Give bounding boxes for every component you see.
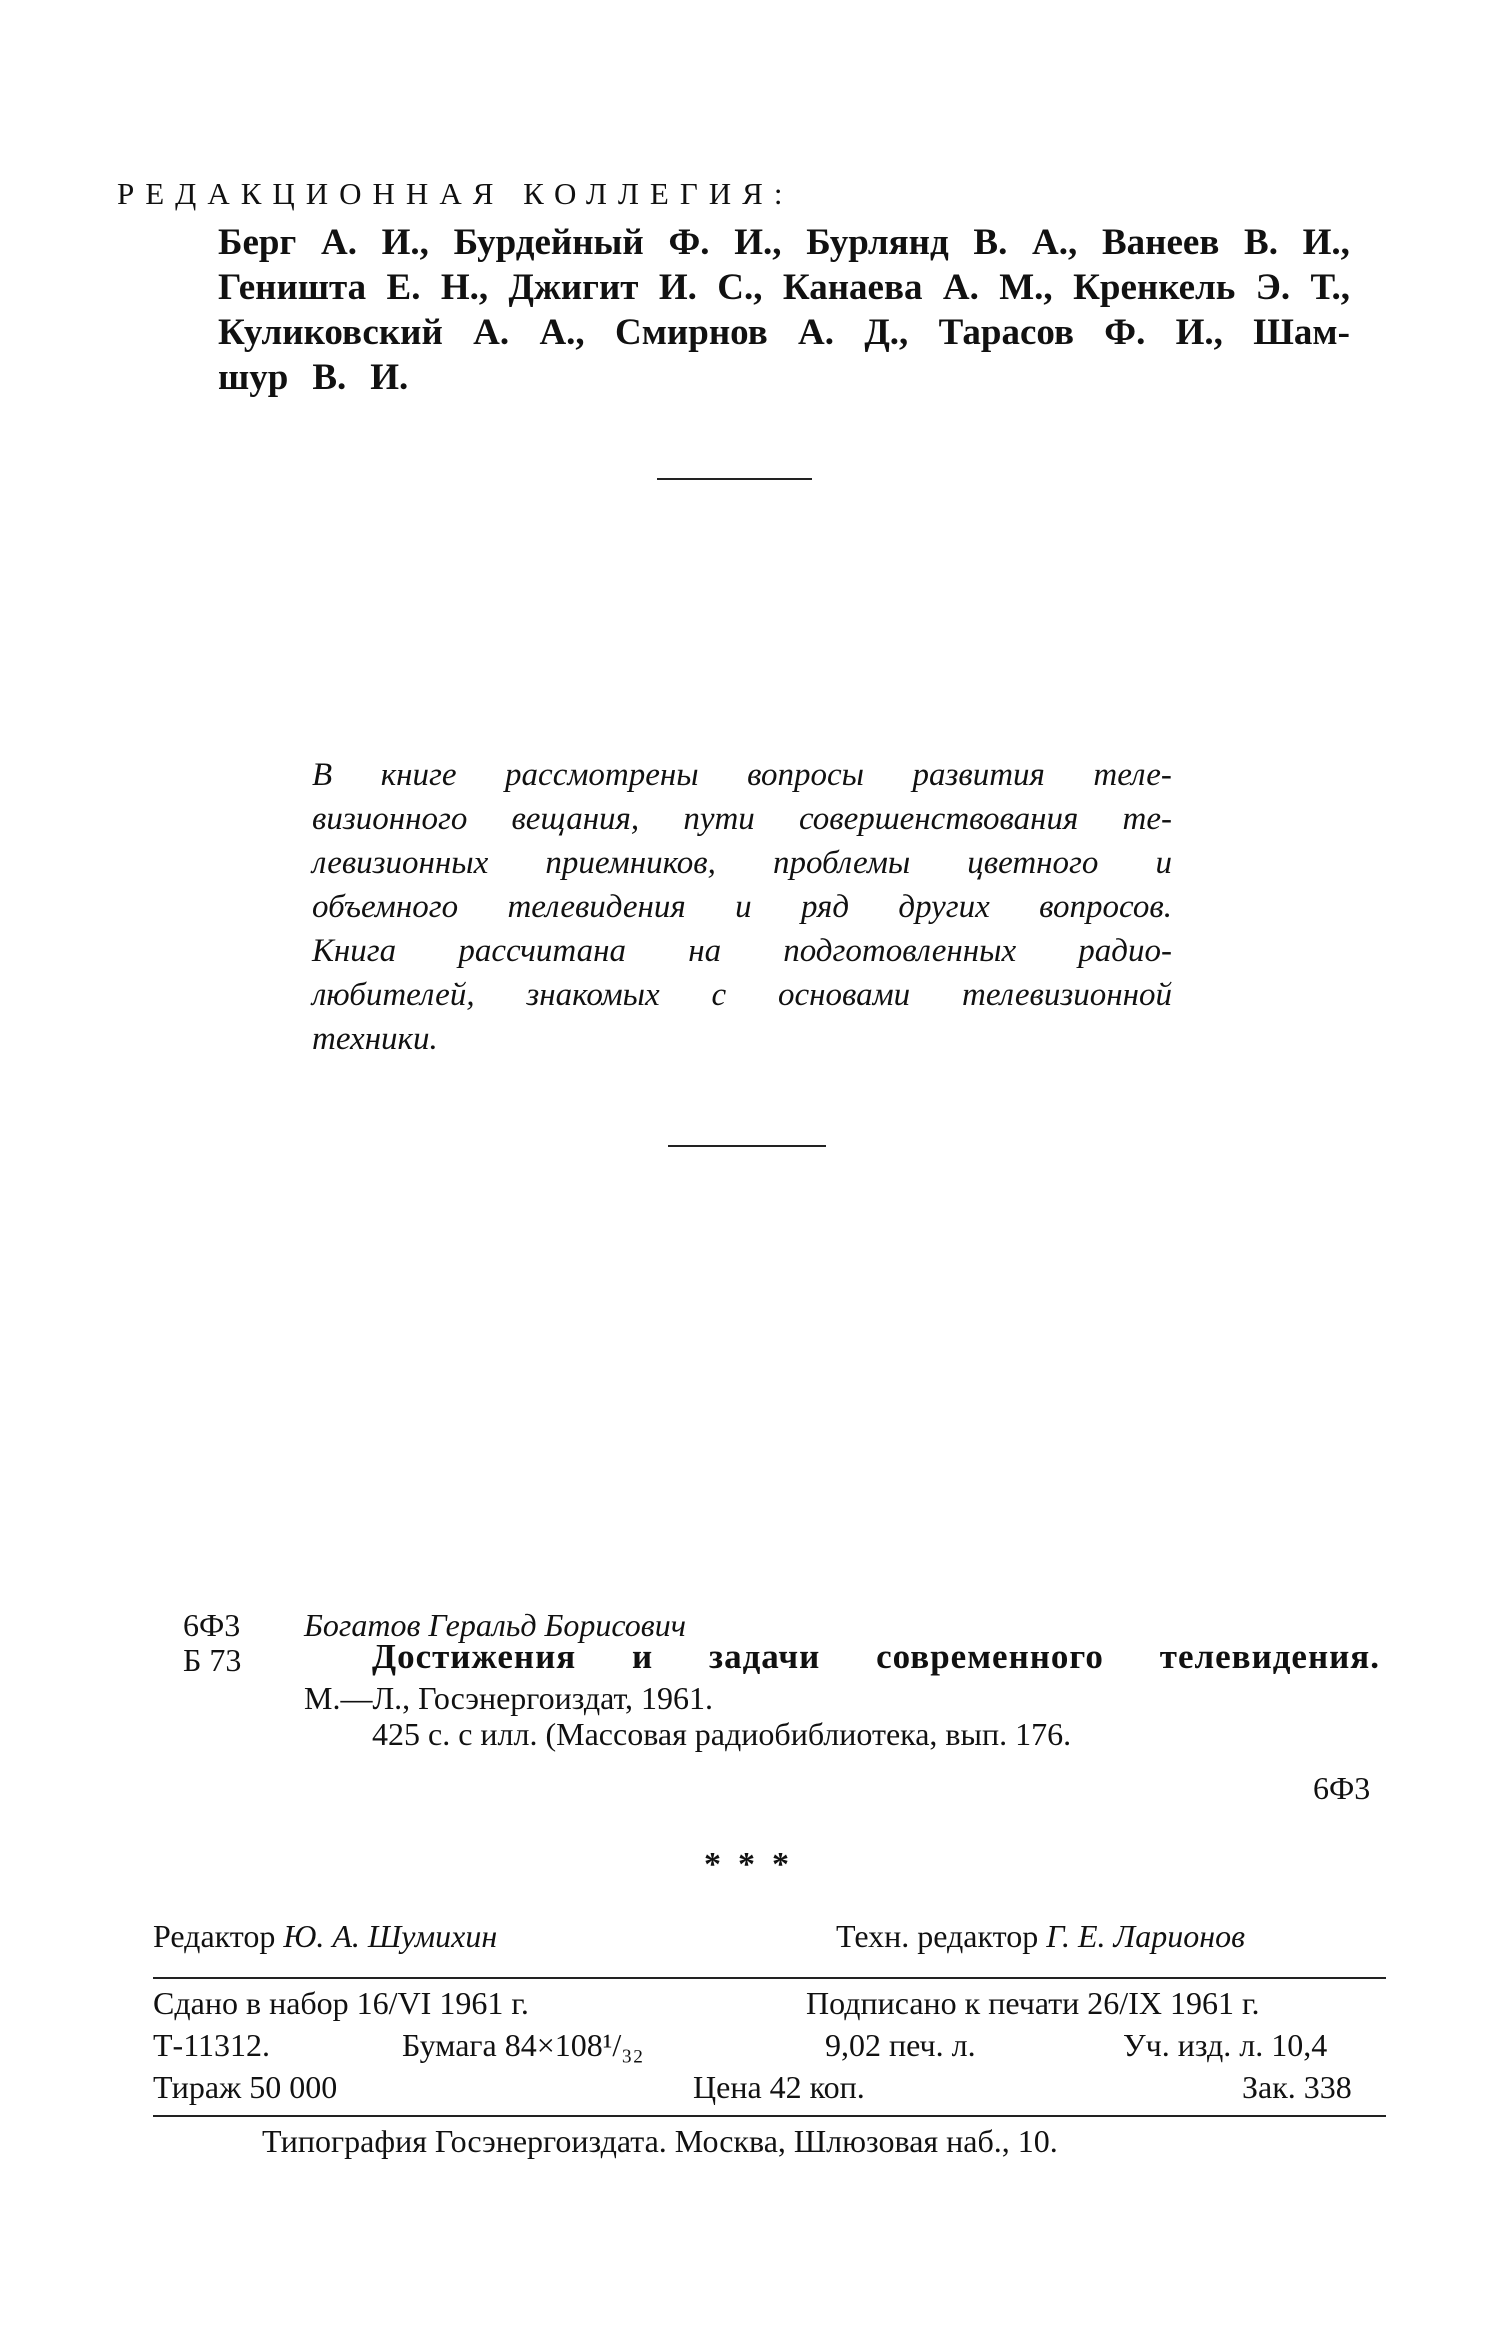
board-names-line <box>218 220 1350 265</box>
annotation-word: левизионных <box>312 845 489 881</box>
board-names-word: Ф. <box>668 222 710 263</box>
board-names-word: С., <box>717 267 763 308</box>
signed-date: Подписано к печати 26/IX 1961 г. <box>806 1985 1260 2021</box>
annotation-line <box>312 973 1172 1017</box>
editor-label: Редактор <box>153 1918 276 1954</box>
annotation-word: вопросов. <box>1039 889 1172 925</box>
board-names-word: Куликовский <box>218 312 443 353</box>
catalog-title-word: Достижения <box>372 1637 577 1676</box>
annotation-word: любителей, <box>312 977 475 1013</box>
print-run: Тираж 50 000 <box>153 2069 338 2105</box>
catalog-author-mark: Б 73 <box>183 1642 242 1678</box>
annotation-word: вопросы <box>747 757 865 793</box>
tech-editor-label: Техн. редактор <box>836 1918 1039 1954</box>
annotation-word: теле- <box>1093 757 1172 793</box>
editorial-board-names <box>218 220 1350 400</box>
catalog-title-word: задачи <box>709 1637 821 1676</box>
catalog-extent: 425 с. с илл. (Массовая радиобиблиотека, вып. 176. <box>372 1716 1072 1752</box>
board-names-word: Бурдейный <box>453 222 644 263</box>
board-names-word: В. <box>312 357 347 398</box>
annotation-line <box>312 753 1172 797</box>
annotation-word: те- <box>1122 801 1172 837</box>
board-names-word: А., <box>1032 222 1078 263</box>
divider-rule-1 <box>657 478 812 480</box>
annotation-word: радио- <box>1078 933 1172 969</box>
board-names-line <box>218 355 1350 400</box>
annotation-word: телевидения <box>507 889 686 925</box>
catalog-publisher: М.—Л., Госэнергоиздат, 1961. <box>304 1680 714 1716</box>
board-names-word: Смирнов <box>615 312 768 353</box>
catalog-title-word: современного <box>876 1637 1104 1676</box>
order-code: Т-11312. <box>153 2027 271 2063</box>
annotation-word: и <box>735 889 752 925</box>
annotation-word: проблемы <box>772 845 911 881</box>
annotation-word: вещания, <box>511 801 640 837</box>
annotation-line <box>312 1017 1172 1061</box>
book-annotation <box>312 753 1172 1061</box>
board-names-line <box>218 265 1350 310</box>
annotation-word: с <box>711 977 727 1013</box>
board-names-word: шур <box>218 357 289 398</box>
annotation-line <box>312 797 1172 841</box>
board-names-word: В. <box>973 222 1008 263</box>
annotation-line <box>312 885 1172 929</box>
editorial-board-heading: РЕДАКЦИОННАЯ КОЛЛЕГИЯ: <box>117 176 794 211</box>
printed-sheets: 9,02 печ. л. <box>825 2027 976 2063</box>
annotation-word: пути <box>683 801 755 837</box>
board-names-word: Шам- <box>1253 312 1350 353</box>
divider-rule-2 <box>668 1145 826 1147</box>
printer-line: Типография Госэнергоиздата. Москва, Шлюзовая наб., 10. <box>262 2123 1058 2159</box>
board-names-word: В. <box>1244 222 1278 263</box>
tech-editor-name: Г. Е. Ларионов <box>1046 1918 1245 1954</box>
board-names-word: Ф. <box>1104 312 1146 353</box>
board-names-word: Тарасов <box>938 312 1074 353</box>
annotation-word: подготовленных <box>783 933 1017 969</box>
board-names-word: М., <box>999 267 1053 308</box>
asterisk-separator: * * * <box>704 1846 789 1883</box>
editor-credit <box>153 1918 497 1955</box>
annotation-word: цветного <box>967 845 1099 881</box>
annotation-word: техники. <box>312 1021 438 1057</box>
board-names-word: Т., <box>1310 267 1350 308</box>
board-names-word: Геништа <box>218 267 367 308</box>
annotation-word: ряд <box>800 889 850 925</box>
annotation-word: В <box>312 757 333 793</box>
catalog-class-code-right: 6Ф3 <box>1313 1770 1371 1806</box>
catalog-author: Богатов Геральд Борисович <box>304 1607 686 1643</box>
annotation-word: совершенствования <box>798 801 1079 837</box>
catalog-book-title <box>372 1637 1380 1677</box>
price: Цена 42 коп. <box>693 2069 865 2105</box>
board-names-word: А. <box>473 312 510 353</box>
board-names-word: Джигит <box>508 267 639 308</box>
annotation-word: книге <box>380 757 457 793</box>
board-names-word: Н., <box>440 267 489 308</box>
board-names-word: Д., <box>864 312 909 353</box>
board-names-word: А. <box>320 222 357 263</box>
annotation-word: визионного <box>312 801 468 837</box>
annotation-line <box>312 841 1172 885</box>
annotation-word: рассчитана <box>458 933 627 969</box>
catalog-title-word: и <box>632 1637 654 1676</box>
board-names-word: Кренкель <box>1073 267 1236 308</box>
annotation-word: развития <box>912 757 1045 793</box>
board-names-word: Бурлянд <box>806 222 949 263</box>
annotation-word: объемного <box>312 889 459 925</box>
annotation-line <box>312 929 1172 973</box>
board-names-word: Э. <box>1255 267 1291 308</box>
annotation-word: основами <box>777 977 911 1013</box>
annotation-word: телевизионной <box>961 977 1172 1013</box>
board-names-word: И. <box>658 267 697 308</box>
paper-format: Бумага 84×108¹/₃₂ <box>402 2027 644 2063</box>
imprint-bottom-rule <box>153 2115 1386 2117</box>
board-names-word: Берг <box>218 222 297 263</box>
annotation-word: приемников, <box>545 845 716 881</box>
board-names-word: А., <box>539 312 585 353</box>
annotation-word: и <box>1155 845 1172 881</box>
board-names-word: Канаева <box>782 267 923 308</box>
annotation-word: на <box>688 933 722 969</box>
imprint-top-rule <box>153 1977 1386 1979</box>
board-names-word: И., <box>1302 222 1350 263</box>
editor-name: Ю. А. Шумихин <box>283 1918 498 1954</box>
annotation-word: рассмотрены <box>505 757 699 793</box>
board-names-word: Ванеев <box>1101 222 1220 263</box>
catalog-class-code: 6Ф3 <box>183 1607 241 1643</box>
order-number: Зак. 338 <box>1242 2069 1352 2105</box>
board-names-word: А. <box>798 312 835 353</box>
catalog-title-word: телевидения. <box>1159 1637 1380 1676</box>
annotation-word: Книга <box>312 933 397 969</box>
tech-editor-credit <box>836 1918 1245 1955</box>
publishing-sheets: Уч. изд. л. 10,4 <box>1123 2027 1328 2063</box>
board-names-line <box>218 310 1350 355</box>
board-names-word: И., <box>1175 312 1223 353</box>
board-names-word: И., <box>734 222 782 263</box>
annotation-word: знакомых <box>526 977 660 1013</box>
board-names-word: И., <box>381 222 429 263</box>
annotation-word: других <box>898 889 990 925</box>
board-names-word: И. <box>370 357 409 398</box>
board-names-word: А. <box>942 267 979 308</box>
board-names-word: Е. <box>386 267 421 308</box>
submitted-date: Сдано в набор 16/VI 1961 г. <box>153 1985 529 2021</box>
